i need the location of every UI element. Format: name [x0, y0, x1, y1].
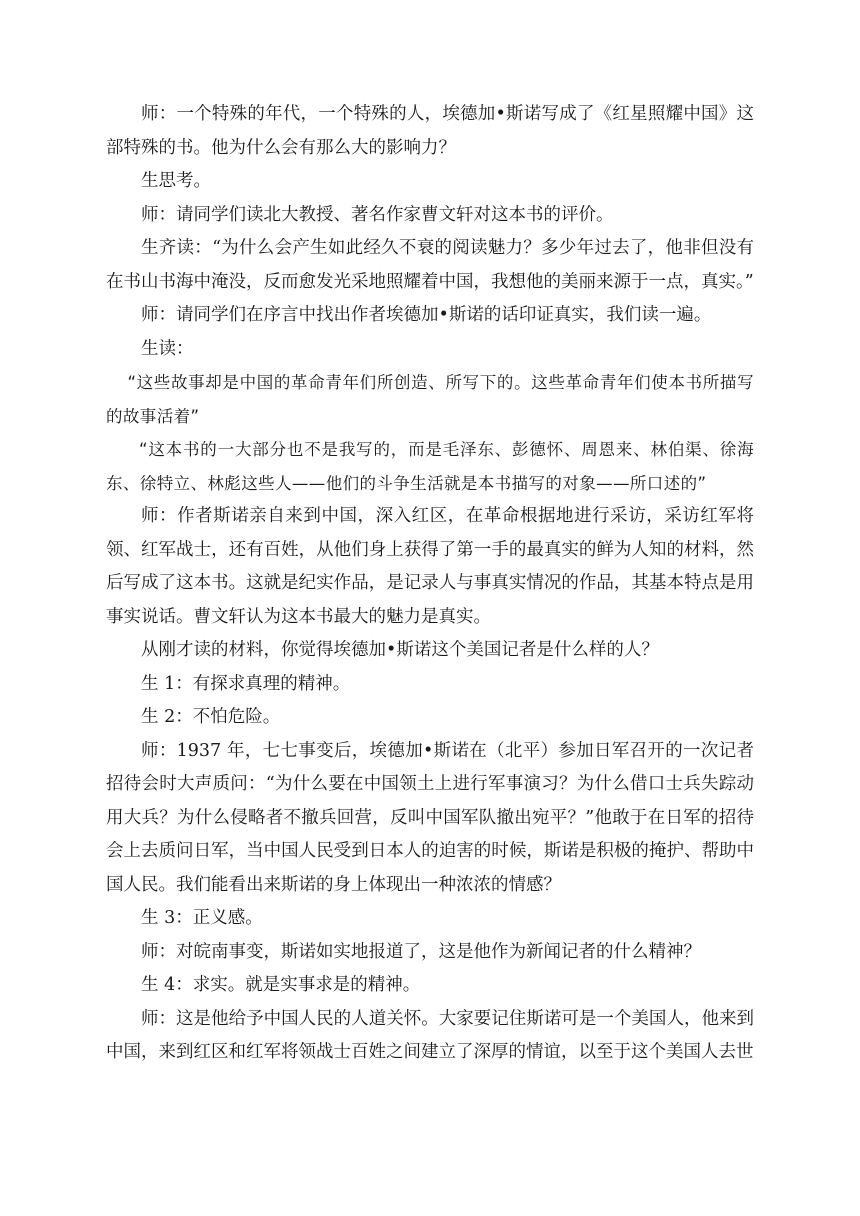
paragraph-student-3: 生 3：正义感。	[141, 908, 263, 928]
paragraph-student-thinks: 生思考。	[141, 171, 211, 191]
paragraph-student-2: 生 2：不怕危险。	[141, 707, 281, 727]
paragraph-teacher-humanitarian: 师：这是他给予中国人民的人道关怀。大家要记住斯诺可是一个美国人，他来到中国，来到红区和红军将领战士百姓之间建立了深厚的情谊，以至于这个美国人去世	[106, 1008, 754, 1062]
paragraph-teacher-wannan: 师：对皖南事变，斯诺如实地报道了，这是他作为新闻记者的什么精神？	[141, 941, 701, 962]
paragraph-student-reads: 生读：	[141, 338, 194, 359]
paragraph-teacher-documentary: 师：作者斯诺亲自来到中国，深入红区，在革命根据地进行采访，采访红军将领、红军战士，还有百姓，从他们身上获得了第一手的最真实的鲜为人知的材料，然后写成了这本书。这就是纪实作品，是记录人与事真实情况的作品，其基本特点是用事实说话。曹文轩认为这本书最大的魅力是真实。	[106, 506, 754, 627]
paragraph-student-4: 生 4：求实。就是实事求是的精神。	[141, 975, 421, 995]
paragraph-question-snow: 从刚才读的材料，你觉得埃德加•斯诺这个美国记者是什么样的人？	[141, 640, 659, 660]
paragraph-teacher-intro: 师：一个特殊的年代，一个特殊的人，埃德加•斯诺写成了《红星照耀中国》这部特殊的书。他为什么会有那么大的影响力？	[106, 104, 754, 158]
paragraph-student-1: 生 1：有探求真理的精神。	[141, 673, 351, 694]
document-body	[106, 98, 754, 1070]
paragraph-teacher-preface-prompt: 师：请同学们在序言中找出作者埃德加•斯诺的话印证真实，我们读一遍。	[141, 305, 712, 325]
paragraph-teacher-1937: 师：1937 年，七七事变后，埃德加•斯诺在（北平）参加日军召开的一次记者招待会时大声质问：“为什么要在中国领土上进行军事演习？为什么借口士兵失踪动用大兵？为什么侵略者不撤兵回营，反叫中国军队撤出宛平？”他敢于在日军的招待会上去质问日军，当中国人民受到日本人的迫害的时候，斯诺是积极的掩护、帮助中国人民。我们能看出来斯诺的身上体现出一种浓浓的情感？	[106, 740, 754, 895]
quote-book-narrators: “这本书的一大部分也不是我写的，而是毛泽东、彭德怀、周恩来、林伯渠、徐海东、徐特立、林彪这些人——他们的斗争生活就是本书描写的对象——所口述的”	[106, 440, 754, 493]
paragraph-teacher-reading-prompt: 师：请同学们读北大教授、著名作家曹文轩对这本书的评价。	[141, 204, 614, 225]
paragraph-students-read-together: 生齐读：“为什么会产生如此经久不衰的阅读魅力？多少年过去了，他非但没有在书山书海中淹没，反而愈发光采地照耀着中国，我想他的美丽来源于一点，真实。”	[106, 238, 754, 292]
quote-revolutionary-youth: “这些故事却是中国的革命青年们所创造、所写下的。这些革命青年们使本书所描写的故事活着”	[106, 373, 754, 426]
